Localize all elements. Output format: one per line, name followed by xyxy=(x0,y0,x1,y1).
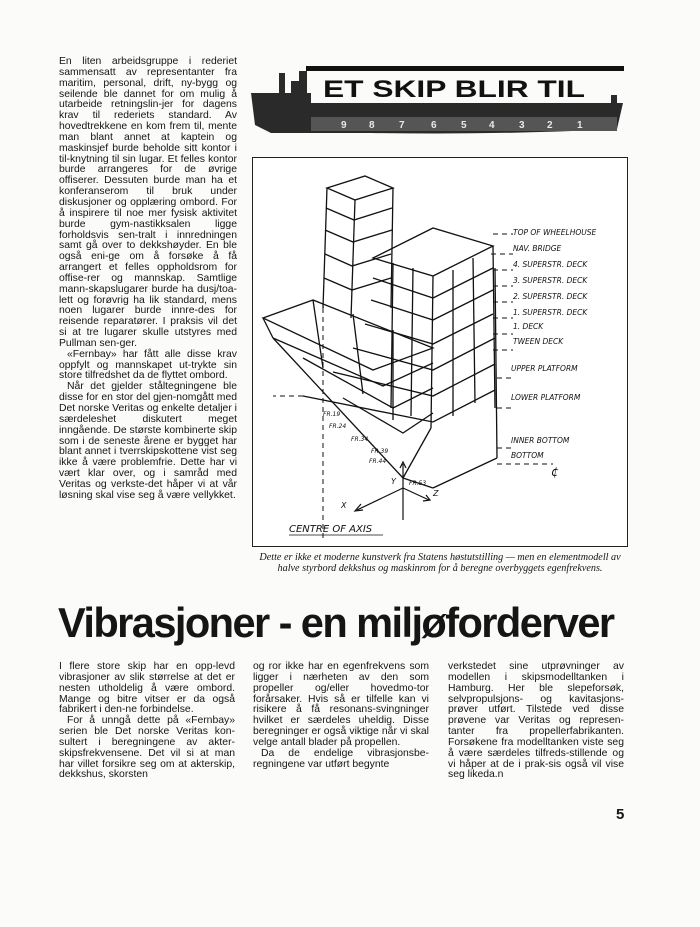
series-title: ET SKIP BLIR TIL xyxy=(323,76,585,103)
deck-label: 4. SUPERSTR. DECK xyxy=(513,260,588,269)
deck-label: UPPER PLATFORM xyxy=(511,364,578,373)
article-intro-column xyxy=(59,57,237,502)
series-number: 6 xyxy=(431,120,437,131)
series-number: 1 xyxy=(577,120,583,131)
deck-label: TOP OF WHEELHOUSE xyxy=(513,228,597,237)
deck-label: 2. SUPERSTR. DECK xyxy=(513,292,588,301)
frame-label: FR.19 xyxy=(323,411,341,418)
series-number: 8 xyxy=(369,120,375,131)
article-headline: Vibrasjoner - en miljøforderver xyxy=(58,599,614,646)
axis-label-x: X xyxy=(341,501,347,510)
paragraph: For å unngå dette på «Fernbay» serien ble Det norske Veritas kon-sultert i beregningene av akter-skipsfrekvensene. Det vil si at man har villet forsikre seg om at akterskip, dekkshus, skorsten xyxy=(59,715,235,781)
series-banner xyxy=(251,63,627,135)
paragraph: «Fernbay» har fått alle disse krav oppfylt og mannskapet ut-trykte sin store tilfredshet da de flyttet ombord. xyxy=(59,348,237,382)
deck-label: 3. SUPERSTR. DECK xyxy=(513,276,588,285)
series-number: 4 xyxy=(489,120,495,131)
frame-label: FR.53 xyxy=(409,480,427,487)
series-number: 9 xyxy=(341,120,347,131)
deck-label: LOWER PLATFORM xyxy=(511,393,581,402)
figure-caption: Dette er ikke et moderne kunstverk fra Statens høstutstilling — men en elementmodell av halve styrbord dekkshus og maskinrom for å beregne overbyggets egenfrekvens. xyxy=(259,552,621,575)
axis-label-y: Y xyxy=(391,477,396,486)
paragraph: Da de endelige vibrasjonsbe-regningene var utført begynte xyxy=(253,747,429,770)
deck-label: TWEEN DECK xyxy=(513,337,564,346)
deck-label: 1. SUPERSTR. DECK xyxy=(513,308,588,317)
page-number: 5 xyxy=(616,806,625,823)
paragraph: I flere store skip har en opp-levd vibrasjoner av slik størrelse at det er nesten utholdelig å være ombord. Mange og bitre vitser er da også fabrikert i den-ne forbindelse. xyxy=(59,661,235,716)
paragraph: En liten arbeidsgruppe i rederiet sammensatt av representanter fra maritim, personal, drift, ny-bygg og seilende ble dannet for om mulig å utarbeide retningslin-jer for dagens krav til rederiets standard. Av hovedtrekkene en kom frem til, mente man blant annet at kaptein og maskinsjef burde beholde sitt kontor i til-knytning til sin lugar. Et felles kontor burde arrangeres for de øvrige offiserer. Dessuten burde man ha et konferanserom til bruk under diskusjoner og opplæring ombord. For å inspirere til noe mer fysisk aktivitet burde gym-nastikksalen ligge forholdsvis sen-tralt i innredningen samt gå over to dekkshøyder. En ble også eni-ge om å forsøke å få arrangert et felles oppholdsrom for offise-rer og mannskap. Samtlige mann-skapslugarer burde ha dusj/toa-lett og forøvrig ha lik standard, mens noen lugarer burde innre-des for reisende reparatører. I praksis vil det si at tre lugarer skulle utstyres med Pullman sen-ger. xyxy=(59,56,237,349)
deck-label: BOTTOM xyxy=(511,451,544,460)
article-column-3 xyxy=(448,662,624,781)
frame-label: FR.39 xyxy=(371,448,389,455)
deck-label: INNER BOTTOM xyxy=(511,436,570,445)
deckhouse-wireframe xyxy=(263,176,497,488)
article-column-1 xyxy=(59,662,235,781)
deck-label: NAV. BRIDGE xyxy=(513,244,562,253)
finite-element-model-figure xyxy=(252,157,628,547)
paragraph: Når det gjelder ståltegningene ble disse for en stor del gjen-nomgått med Det norske Veritas og enkelte detaljer i særdeleshet diskutert meget inngående. De største kombinerte skip som i de seneste årene er bygget har blant annet i tverrskipskottene vist seg ikke å være problemfrie. Dette har vi vært klar over, og i samråd med Veritas og verkste-det håper vi at vår løsning skal vise seg å være vellykket. xyxy=(59,381,237,501)
series-number: 7 xyxy=(399,120,405,131)
axis-label-z: Z xyxy=(433,489,439,498)
series-number: 3 xyxy=(519,120,525,131)
centre-of-axis-label: CENTRE OF AXIS xyxy=(289,524,373,535)
series-number: 2 xyxy=(547,120,553,131)
series-number: 5 xyxy=(461,120,467,131)
article-column-2 xyxy=(253,662,429,770)
frame-label: FR.44 xyxy=(369,458,387,465)
paragraph: og ror ikke har en egenfrekvens som ligger i nærheten av den som propeller og/eller hovedmo-tor forårsaker. Hvis så er tilfelle kan vi risikere å få resonans-svingninger hvilket er særdeles uheldig. Disse beregninger er også viktige når vi skal velge antall blader på propellen. xyxy=(253,661,429,748)
deck-label: 1. DECK xyxy=(513,322,544,331)
paragraph: verkstedet sine utprøvninger av modellen i skipsmodelltanken i Hamburg. Her ble slepeforsøk, selvpropulsjons- og kavitasjons-prøver utført. Tilstede ved disse prøvene var Veritas og represen-tanter fra propellerfabrikanten. Forsøkene fra modelltanken viste seg å være særdeles tilfreds-stillende og vi håper at de i prak-sis også vil vise seg likeda.n xyxy=(448,661,624,781)
frame-label: FR.34 xyxy=(351,436,369,443)
axis-arrows xyxy=(355,462,430,520)
centreline-symbol: ¢ xyxy=(551,465,559,479)
frame-label: FR.24 xyxy=(329,423,347,430)
